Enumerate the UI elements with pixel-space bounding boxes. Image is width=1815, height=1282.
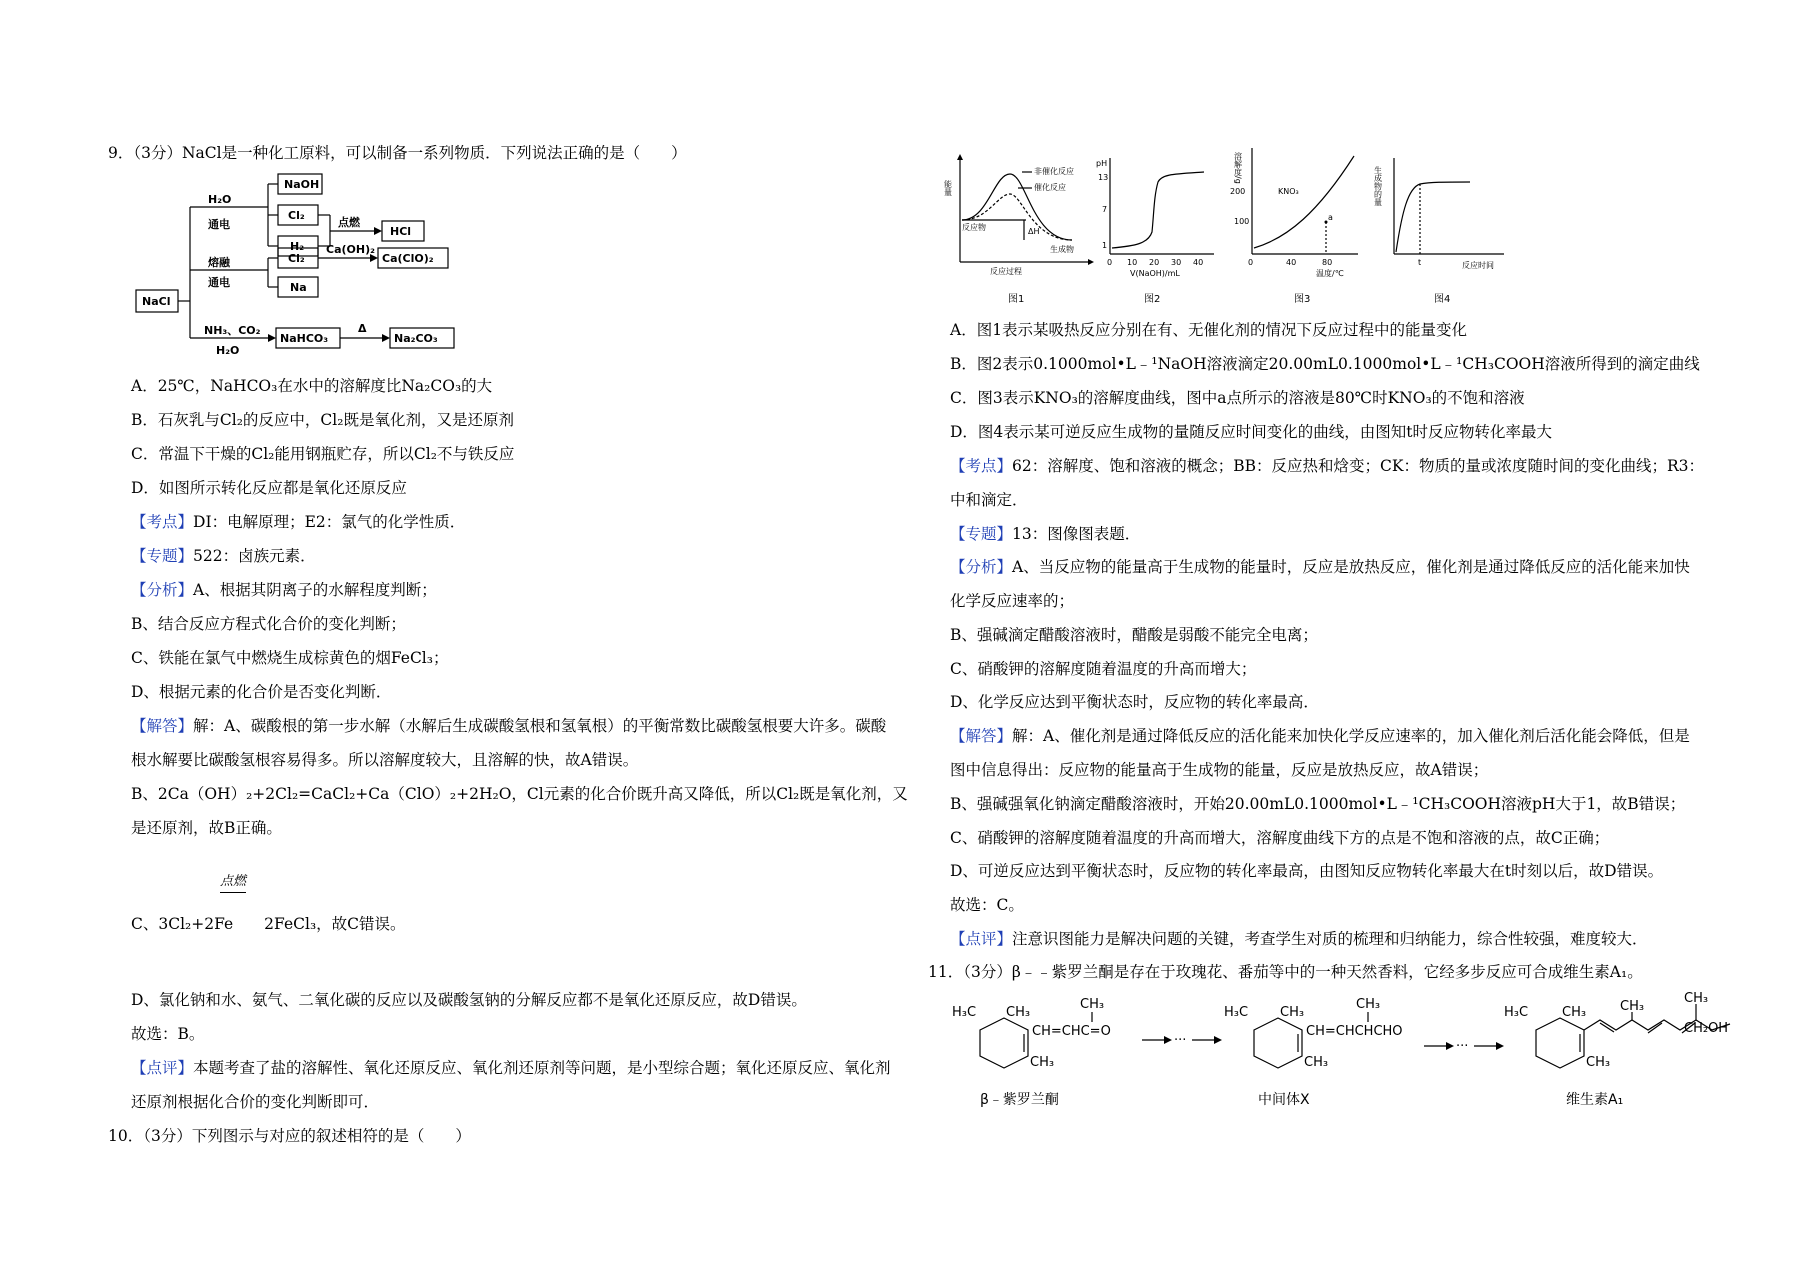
q9-jieda-4: 是还原剂，故B正确。 bbox=[131, 819, 282, 837]
ignite-label: 点燃 bbox=[338, 216, 360, 229]
branch2-bottom: 通电 bbox=[208, 276, 230, 289]
q9-fenxi-c: C、铁能在氯气中燃烧生成棕黄色的烟FeCl₃； bbox=[131, 649, 449, 667]
fig2-ylabel: pH bbox=[1096, 159, 1108, 168]
fig3-caption: 图3 bbox=[1294, 294, 1311, 305]
fig1-dh: ΔH bbox=[1028, 227, 1040, 236]
branch1-bottom: 通电 bbox=[208, 218, 230, 231]
fig2-xtick-0: 0 bbox=[1107, 258, 1113, 267]
q10-fenxi: 【分析】A、当反应物的能量高于生成物的能量时，反应是放热反应，催化剂是通过降低反应的活化能来加快 bbox=[950, 558, 1690, 576]
q9-reaction-diagram bbox=[130, 170, 460, 370]
fig1-caption: 图1 bbox=[1008, 294, 1025, 305]
m3-name: 维生素A₁ bbox=[1566, 1092, 1624, 1108]
fig2-ytick-7: 7 bbox=[1102, 205, 1108, 214]
hcl-box: HCl bbox=[390, 225, 412, 238]
q10-figure-4 bbox=[1373, 152, 1514, 305]
q9-kaodian: 【考点】DI：电解原理；E2：氯气的化学性质． bbox=[131, 513, 466, 531]
fig1-ylabel: 能量 bbox=[943, 180, 953, 196]
caoh2-label: Ca(OH)₂ bbox=[326, 243, 375, 256]
fig2-xtick-30: 30 bbox=[1171, 258, 1182, 267]
m2-ch3a: CH₃ bbox=[1280, 1005, 1305, 1020]
fig3-point-a: a bbox=[1328, 213, 1333, 222]
q11-reaction-scheme bbox=[940, 990, 1740, 1120]
q9-option-d: D．如图所示转化反应都是氧化还原反应 bbox=[131, 479, 407, 497]
ignite-condition-label: 点燃 bbox=[220, 872, 246, 893]
fig3-curve-label: KNO₃ bbox=[1278, 187, 1299, 196]
q9-jieda-6: D、氯化钠和水、氨气、二氧化碳的反应以及碳酸氢钠的分解反应都不是氧化还原反应，故D错误。 bbox=[131, 991, 807, 1009]
m2-ch3top: CH₃ bbox=[1356, 997, 1381, 1012]
q10-jieda: 【解答】解：A、催化剂是通过降低反应的活化能来加快化学反应速率的，加入催化剂后活化能会降低，但是 bbox=[950, 727, 1690, 745]
h2-box: H₂ bbox=[290, 240, 305, 253]
fig1-curve-1: 非催化反应 bbox=[1034, 167, 1074, 176]
q9-option-c: C．常温下干燥的Cl₂能用钢瓶贮存，所以Cl₂不与铁反应 bbox=[131, 445, 515, 463]
nahco3-box: NaHCO₃ bbox=[280, 332, 329, 345]
caclo2-box: Ca(ClO)₂ bbox=[382, 252, 434, 265]
q10-zhuanti: 【专题】13：图像图表题． bbox=[950, 525, 1141, 543]
q9-stem: 9．（3分）NaCl是一种化工原料，可以制备一系列物质．下列说法正确的是（ ） bbox=[108, 144, 687, 162]
q9-option-b: B．石灰乳与Cl₂的反应中，Cl₂既是氧化剂，又是还原剂 bbox=[131, 411, 514, 429]
q10-fenxi-3: B、强碱滴定醋酸溶液时，醋酸是弱酸不能完全电离； bbox=[950, 626, 1318, 644]
branch2-top: 熔融 bbox=[208, 256, 230, 269]
fig4-xlabel: 反应时间 bbox=[1462, 261, 1494, 270]
fig1-xlabel: 反应过程 bbox=[990, 267, 1022, 276]
m2-chain: CH=CHCHCHO bbox=[1306, 1024, 1403, 1039]
cl2-box-a: Cl₂ bbox=[288, 209, 305, 222]
na2co3-box: Na₂CO₃ bbox=[394, 332, 438, 345]
q10-fenxi-2: 化学反应速率的； bbox=[950, 592, 1075, 610]
q9-dianping: 【点评】本题考查了盐的溶解性、氧化还原反应、氧化剂还原剂等问题，是小型综合题；氧化还原反应、氧化剂 bbox=[131, 1059, 891, 1077]
q9-option-a: A．25℃，NaHCO₃在水中的溶解度比Na₂CO₃的大 bbox=[131, 377, 493, 395]
m2-h3c: H₃C bbox=[1224, 1005, 1249, 1020]
fig1-reactant: 反应物 bbox=[962, 223, 986, 232]
fig3-ytick-200: 200 bbox=[1230, 187, 1246, 196]
naoh-box: NaOH bbox=[284, 178, 320, 191]
fig3-ytick-100: 100 bbox=[1234, 217, 1250, 226]
fig4-caption: 图4 bbox=[1434, 294, 1451, 305]
q9-jieda: 【解答】解：A、碳酸根的第一步水解（水解后生成碳酸氢根和氢氧根）的平衡常数比碳酸氢根要大许多。碳酸 bbox=[131, 717, 887, 735]
m1-ch3top: CH₃ bbox=[1080, 997, 1105, 1012]
fig2-xtick-10: 10 bbox=[1127, 258, 1138, 267]
q10-answer: 故选：C。 bbox=[950, 896, 1024, 914]
fig2-ytick-1: 1 bbox=[1102, 241, 1108, 250]
q9-jieda-2: 根水解要比碳酸氢根容易得多。所以溶解度较大，且溶解的快，故A错误。 bbox=[131, 751, 639, 769]
delta-label: Δ bbox=[358, 322, 367, 335]
q9-jieda-3: B、2Ca（OH）₂+2Cl₂=CaCl₂+Ca（ClO）₂+2H₂O，Cl元素的化合价既升高又降低，所以Cl₂既是氧化剂，又 bbox=[131, 785, 908, 803]
q9-fenxi-b: B、结合反应方程式化合价的变化判断； bbox=[131, 615, 406, 633]
fig1-curve-2: 催化反应 bbox=[1034, 183, 1066, 192]
fig1-product: 生成物 bbox=[1050, 245, 1074, 254]
fig3-ylabel: 溶解度/g bbox=[1233, 152, 1243, 184]
m2-name: 中间体X bbox=[1258, 1092, 1310, 1108]
q11-stem: 11．（3分）β﹣﹣紫罗兰酮是存在于玫瑰花、番茄等中的一种天然香料，它经多步反应可合成维生素A₁。 bbox=[928, 963, 1643, 981]
m1-h3c: H₃C bbox=[952, 1005, 977, 1020]
fig2-xlabel: V(NaOH)/mL bbox=[1130, 269, 1180, 278]
q9-fenxi: 【分析】A、根据其阴离子的水解程度判断； bbox=[131, 581, 437, 599]
fig4-ylabel: 生成物的量 bbox=[1373, 166, 1383, 206]
nacl-box: NaCl bbox=[142, 295, 171, 308]
q10-option-a: A．图1表示某吸热反应分别在有、无催化剂的情况下反应过程中的能量变化 bbox=[950, 321, 1468, 339]
fig3-xtick-0: 0 bbox=[1248, 258, 1254, 267]
q10-option-c: C．图3表示KNO₃的溶解度曲线，图中a点所示的溶液是80℃时KNO₃的不饱和溶液 bbox=[950, 389, 1525, 407]
fig2-xtick-20: 20 bbox=[1149, 258, 1160, 267]
m1-chain: CH=CHC=O bbox=[1032, 1024, 1111, 1039]
m3-ch3a: CH₃ bbox=[1562, 1005, 1587, 1020]
q10-kaodian: 【考点】62：溶解度、饱和溶液的概念；BB：反应热和焓变；CK：物质的量或浓度随时间的变化曲线；R3： bbox=[950, 457, 1704, 475]
branch3-bottom: H₂O bbox=[216, 344, 240, 357]
q10-figure-2 bbox=[1094, 152, 1224, 305]
q10-jieda-2: 图中信息得出：反应物的能量高于生成物的能量，反应是放热反应，故A错误； bbox=[950, 761, 1489, 779]
fig4-t-mark: t bbox=[1418, 258, 1422, 267]
fig2-ytick-13: 13 bbox=[1098, 173, 1109, 182]
m3-ch3top2: CH₃ bbox=[1684, 991, 1709, 1006]
branch1-top: H₂O bbox=[208, 193, 232, 206]
q10-stem: 10．（3分）下列图示与对应的叙述相符的是（ ） bbox=[108, 1127, 471, 1145]
q9-jieda-5: C、3Cl₂+2Fe 2FeCl₃，故C错误。 bbox=[131, 915, 406, 933]
q10-kaodian-2: 中和滴定． bbox=[950, 491, 1028, 509]
q10-option-b: B．图2表示0.1000mol•L﹣¹NaOH溶液滴定20.00mL0.1000mol•L﹣¹CH₃COOH溶液所得到的滴定曲线 bbox=[950, 355, 1700, 373]
m1-name: β﹣紫罗兰酮 bbox=[980, 1092, 1059, 1108]
q9-answer: 故选：B。 bbox=[131, 1025, 205, 1043]
q10-jieda-4: C、硝酸钾的溶解度随着温度的升高而增大，溶解度曲线下方的点是不饱和溶液的点，故C正确； bbox=[950, 829, 1610, 847]
arrow-1-dots: ··· bbox=[1174, 1033, 1187, 1048]
q10-jieda-3: B、强碱强氧化钠滴定醋酸溶液时，开始20.00mL0.1000mol•L﹣¹CH₃COOH溶液pH大于1，故B错误； bbox=[950, 795, 1686, 813]
fig2-caption: 图2 bbox=[1144, 294, 1161, 305]
na-box: Na bbox=[290, 281, 307, 294]
q10-figure-1 bbox=[943, 152, 1098, 305]
q10-jieda-5: D、可逆反应达到平衡状态时，反应物的转化率最高，由图知反应物转化率最大在t时刻以后，故D错误。 bbox=[950, 862, 1664, 880]
q9-zhuanti: 【专题】522：卤族元素． bbox=[131, 547, 316, 565]
m3-ch2oh: CH₂OH bbox=[1684, 1021, 1729, 1036]
fig3-xlabel: 温度/℃ bbox=[1316, 269, 1344, 278]
branch3-top: NH₃、CO₂ bbox=[204, 324, 261, 337]
fig3-xtick-40: 40 bbox=[1286, 258, 1297, 267]
m3-ch3b: CH₃ bbox=[1586, 1055, 1611, 1070]
m2-ch3b: CH₃ bbox=[1304, 1055, 1329, 1070]
fig3-xtick-80: 80 bbox=[1322, 258, 1333, 267]
fig2-xtick-40: 40 bbox=[1193, 258, 1204, 267]
q10-fenxi-4: C、硝酸钾的溶解度随着温度的升高而增大； bbox=[950, 660, 1257, 678]
q10-fenxi-5: D、化学反应达到平衡状态时，反应物的转化率最高． bbox=[950, 693, 1319, 711]
q10-option-d: D．图4表示某可逆反应生成物的量随反应时间变化的曲线，由图知t时反应物转化率最大 bbox=[950, 423, 1553, 441]
arrow-2-dots: ··· bbox=[1456, 1039, 1469, 1054]
cl2-box-b: Cl₂ bbox=[288, 252, 305, 265]
q9-dianping-2: 还原剂根据化合价的变化判断即可． bbox=[131, 1093, 380, 1111]
m1-ch3b: CH₃ bbox=[1030, 1055, 1055, 1070]
m1-ch3a: CH₃ bbox=[1006, 1005, 1031, 1020]
q9-fenxi-d: D、根据元素的化合价是否变化判断． bbox=[131, 683, 392, 701]
q10-figure-3 bbox=[1228, 142, 1368, 305]
m3-ch3top1: CH₃ bbox=[1620, 999, 1645, 1014]
q10-dianping: 【点评】注意识图能力是解决问题的关键，考查学生对质的梳理和归纳能力，综合性较强，难度较大． bbox=[950, 930, 1648, 948]
m3-h3c: H₃C bbox=[1504, 1005, 1529, 1020]
